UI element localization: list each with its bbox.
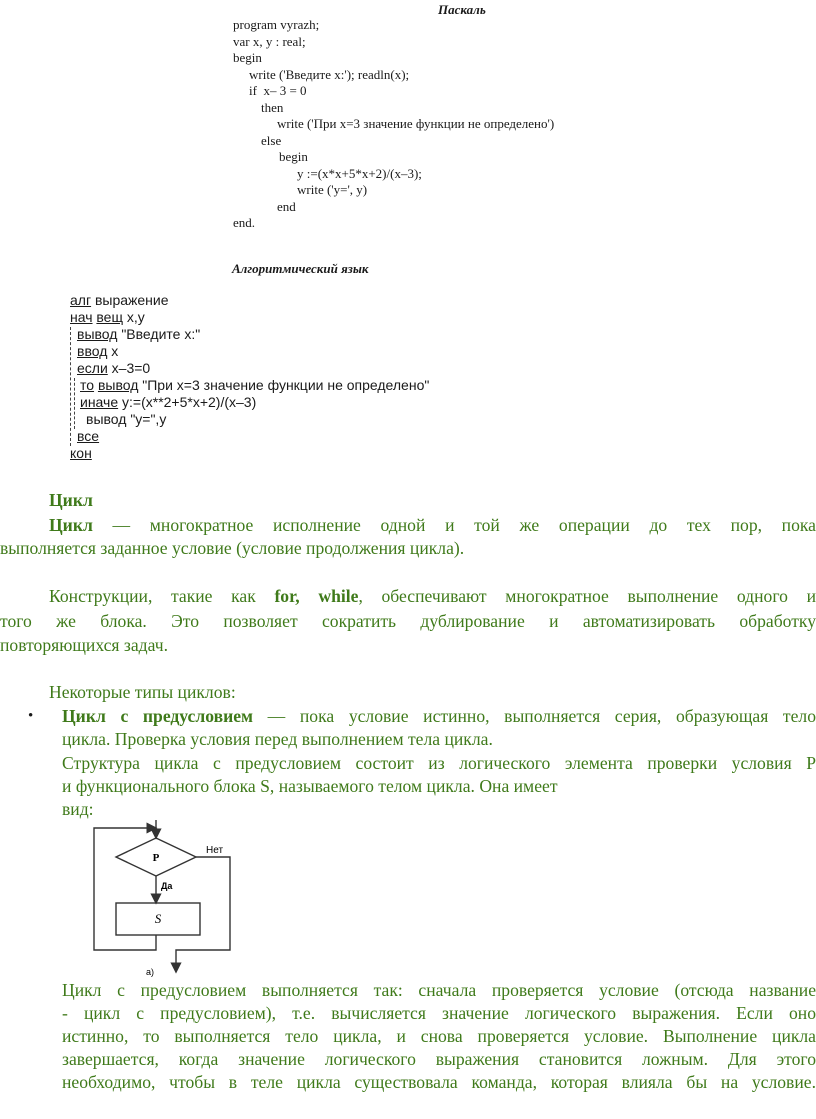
alg-text: "Введите x:" [117, 326, 201, 342]
list-item-line [62, 705, 816, 728]
block-guide [70, 327, 71, 446]
alg-line [70, 445, 92, 462]
explanation-line: истинно, то выполняется тело цикла, и снова проверяется условие. Выполнение цикла [62, 1026, 816, 1046]
precondition-flowchart [88, 818, 248, 978]
code-line: then [261, 99, 284, 115]
keyword: все [77, 428, 100, 444]
explanation-line: завершается, когда значение логического выражения становится ложным. Для этого [62, 1049, 816, 1069]
code-line: if x– 3 = 0 [249, 83, 307, 98]
types-intro: Некоторые типы циклов: [49, 682, 236, 702]
alg-line [70, 309, 145, 326]
keyword: кон [70, 445, 92, 461]
no-exit-line [176, 857, 230, 968]
code-line: y :=(x*x+5*x+2)/(x–3); [297, 165, 422, 181]
explanation-line: - цикл с предусловием), т.е. вычисляется значение логического выражения. Если оно [62, 1003, 816, 1023]
list-text: — пока условие истинно, выполняется серия, образующая тело [253, 706, 816, 726]
no-label: Нет [206, 845, 224, 856]
list-item-line: Структура цикла с предусловием состоит из логического элемента проверки условия P [62, 753, 816, 773]
block-guide [74, 378, 75, 429]
explanation-line: Цикл с предусловием выполняется так: сначала проверяется условие (отсюда название [62, 980, 816, 1000]
alg-line [77, 343, 118, 360]
keyword: если [77, 360, 108, 376]
alg-text: x–3=0 [107, 360, 151, 376]
alg-line [80, 377, 429, 394]
alg-line [77, 428, 99, 445]
keyword: вывод [97, 377, 139, 393]
keyword: нач [70, 309, 93, 325]
alg-line [70, 292, 169, 309]
paragraph-text: Конструкции, такие как [49, 586, 275, 606]
alg-text: x,y [123, 309, 145, 325]
pascal-title: Паскаль [438, 2, 486, 17]
alg-line [77, 360, 150, 377]
code-line: end. [233, 215, 256, 230]
code-line: write ('y=', y) [297, 182, 368, 197]
code-line: write ('При x=3 значение функции не определено') [277, 116, 555, 131]
alg-line [77, 326, 200, 343]
alg-text: y:=(x**2+5*x+2)/(x–3) [118, 394, 257, 410]
algorithmic-title: Алгоритмический язык [232, 261, 369, 276]
keyword: иначе [80, 394, 119, 410]
list-item-line: вид: [62, 799, 94, 819]
code-line: var x, y : real; [233, 33, 306, 49]
body-label: S [154, 911, 162, 926]
keyword: ввод [77, 343, 108, 359]
yes-label: Да [161, 881, 173, 891]
keyword-bold: for, while [274, 586, 359, 606]
paragraph-line: того же блока. Это позволяет сократить дублирование и автоматизировать обработку [0, 611, 816, 631]
bullet: • [28, 708, 34, 724]
code-line: end [277, 198, 296, 214]
keyword: алг [70, 292, 92, 308]
section-heading: Цикл [49, 490, 93, 510]
loop-back-line [94, 828, 156, 950]
list-item-line: и функционального блока S, называемого телом цикла. Она имеет [62, 776, 558, 796]
definition-text: — многократное исполнение одной и той же операции до тех пор, пока [92, 515, 816, 535]
code-line: program vyrazh; [233, 17, 320, 32]
definition-line: выполняется заданное условие (условие продолжения цикла). [0, 538, 465, 558]
list-term: Цикл с предусловием [62, 706, 254, 726]
paragraph-text: , обеспечивают многократное выполнение одного и [358, 586, 816, 606]
alg-line [80, 394, 256, 411]
defined-term: Цикл [49, 515, 93, 535]
keyword: то [80, 377, 95, 393]
list-item-line: цикла. Проверка условия перед выполнением тела цикла. [62, 729, 493, 749]
condition-label: P [152, 852, 160, 864]
explanation-line: необходимо, чтобы в теле цикла существовала команда, которая влияла бы на условие. [62, 1072, 816, 1092]
paragraph-line [49, 585, 816, 608]
alg-text: "При x=3 значение функции не определено" [138, 377, 430, 393]
code-line: begin [233, 50, 262, 65]
alg-text: выражение [91, 292, 169, 308]
exit-label: a) [146, 967, 155, 977]
keyword: вывод [77, 326, 118, 342]
code-line: else [261, 132, 282, 148]
code-line: begin [279, 149, 308, 164]
paragraph-line: повторяющихся задач. [0, 635, 168, 655]
definition-line [49, 514, 816, 537]
code-line: write ('Введите x:'); readln(x); [249, 66, 410, 82]
alg-line: вывод "y=",y [86, 411, 167, 427]
keyword: вещ [96, 309, 123, 325]
alg-text: x [107, 343, 119, 359]
